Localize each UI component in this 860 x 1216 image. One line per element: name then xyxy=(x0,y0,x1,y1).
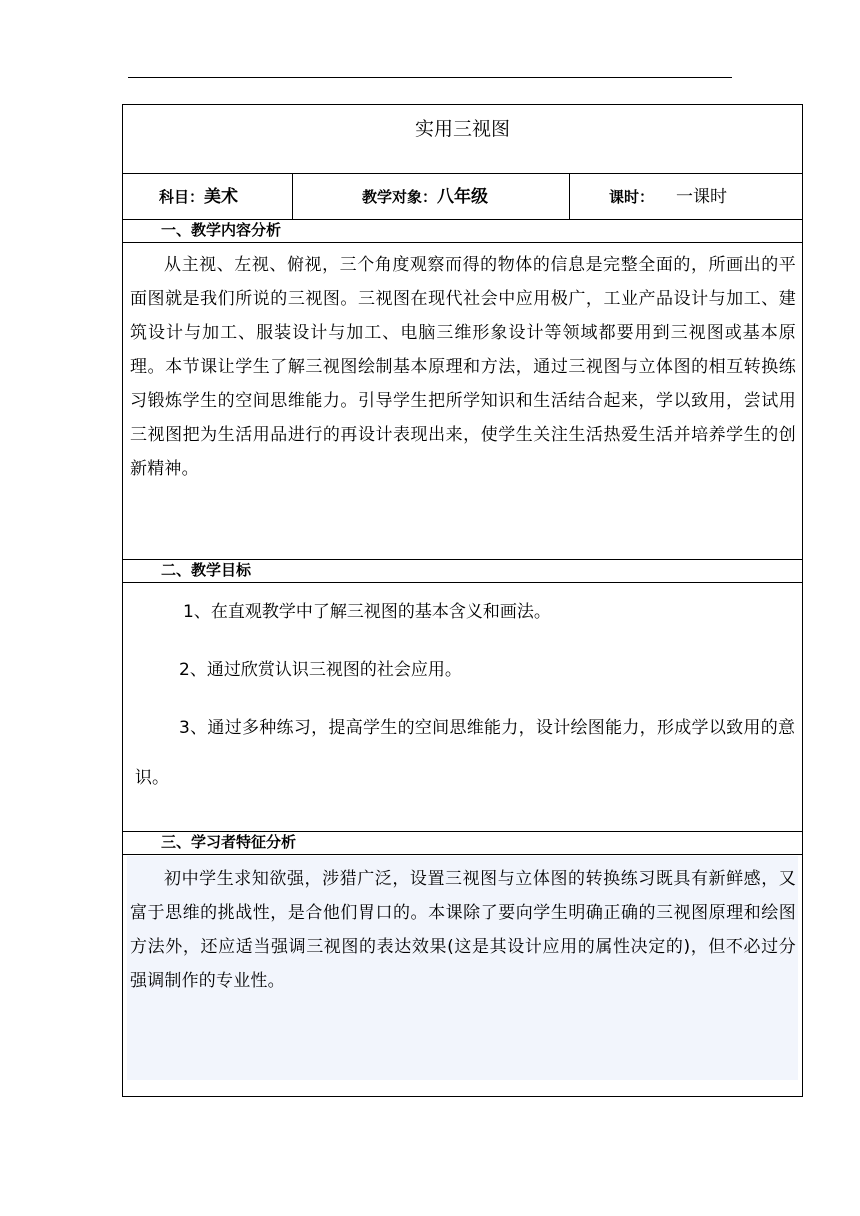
table-divider xyxy=(569,173,570,219)
content-analysis-body: 从主视、左视、俯视，三个角度观察而得的物体的信息是完整全面的，所画出的平面图就是我们所说的三视图。三视图在现代社会中应用极广，工业产品设计与加工、建筑设计与加工、服装设计与加工、电脑三维形象设计等领域都要用到三视图或基本原理。本节课让学生了解三视图绘制基本原理和方法，通过三视图与立体图的相互转换练习锻炼学生的空间思维能力。引导学生把所学知识和生活结合起来，学以致用，尝试用三视图把为生活用品进行的再设计表现出来，使学生关注生活热爱生活并培养学生的创新精神。 xyxy=(130,255,796,479)
teaching-goal-item: 3、通过多种练习，提高学生的空间思维能力，设计绘图能力，形成学以致用的意识。 xyxy=(135,718,795,788)
table-rule xyxy=(123,582,802,583)
subject-cell xyxy=(159,174,238,219)
period-value: 一课时 xyxy=(676,187,728,207)
section-heading-teaching-goals: 二、教学目标 xyxy=(161,561,252,579)
subject-label: 科目： xyxy=(159,188,205,206)
subject-value: 美术 xyxy=(204,187,239,207)
table-rule xyxy=(123,854,802,855)
lesson-title: 实用三视图 xyxy=(414,118,510,140)
section-heading-content-analysis: 一、教学内容分析 xyxy=(161,221,282,239)
section-heading-learner-analysis: 三、学习者特征分析 xyxy=(161,833,297,851)
page-header-rule xyxy=(128,77,732,78)
period-cell xyxy=(609,174,727,219)
teaching-goal-item: 2、通过欣赏认识三视图的社会应用。 xyxy=(179,660,462,680)
table-divider xyxy=(292,173,293,219)
lesson-plan-table xyxy=(122,104,803,1097)
audience-cell xyxy=(362,174,488,219)
period-label: 课时： xyxy=(609,188,655,206)
audience-value: 八年级 xyxy=(437,187,489,207)
teaching-goal-item: 1、在直观教学中了解三视图的基本含义和画法。 xyxy=(183,602,551,622)
table-rule xyxy=(123,242,802,243)
audience-label: 教学对象： xyxy=(362,188,438,206)
learner-analysis-body: 初中学生求知欲强，涉猎广泛，设置三视图与立体图的转换练习既具有新鲜感，又富于思维的挑战性，是合他们胃口的。本课除了要向学生明确正确的三视图原理和绘图方法外，还应适当强调三视图的表达效果(这是其设计应用的属性决定的)，但不必过分强调制作的专业性。 xyxy=(130,869,796,991)
